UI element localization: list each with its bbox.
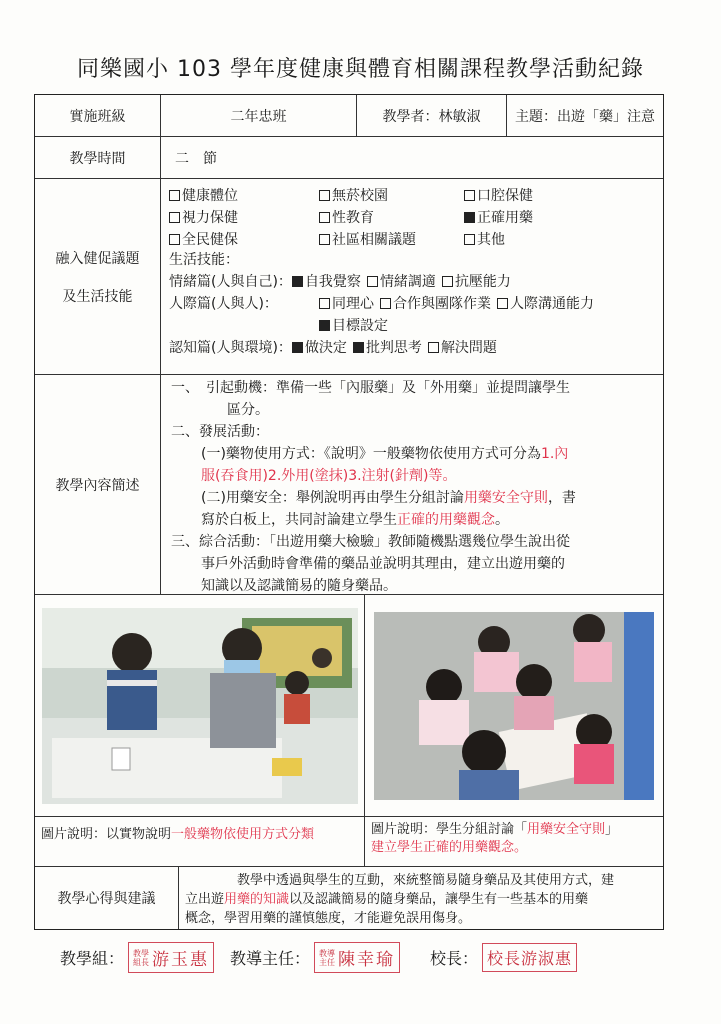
reflection-l3: 概念，學習用藥的謹慎態度，才能避免誤用傷身。 (185, 911, 472, 926)
unchecked-checkbox-icon (319, 298, 330, 309)
caption-right-suffix: 」 (605, 822, 619, 837)
unchecked-checkbox-icon (442, 276, 453, 287)
p2-1-text: (一)藥物使用方式：《說明》一般藥物依使用方式可分為 (201, 446, 541, 462)
principal-stamp (482, 943, 577, 972)
issue-option (169, 229, 313, 249)
topic-field: 主題：出遊「藥」注意 (515, 108, 655, 125)
issues-row (35, 179, 663, 375)
class-value: 二年忠班 (161, 95, 357, 136)
content-body (161, 375, 663, 594)
issue-option (319, 229, 458, 249)
issue-option-label: 社區相關議題 (332, 232, 416, 248)
issue-option (169, 185, 313, 205)
caption-left-red: 一般藥物依使用方式分類 (171, 827, 315, 842)
issue-option (169, 207, 313, 227)
unchecked-checkbox-icon (169, 212, 180, 223)
reflection-body (179, 867, 663, 929)
team-stamp-small: 教學組長 (133, 948, 150, 967)
principal-label: 校長： (430, 949, 479, 968)
issue-option-label: 性教育 (332, 210, 374, 226)
content-p3: 三、綜合活動：「出遊用藥大檢驗」教師隨機點選幾位學生說出從 (171, 534, 570, 550)
unchecked-checkbox-icon (169, 190, 180, 201)
content-p2-2-cont (171, 509, 657, 531)
issue-options (169, 185, 663, 249)
p2-2-text: (二)用藥安全：舉例說明再由學生分組討論 (201, 490, 464, 506)
unchecked-checkbox-icon (464, 190, 475, 201)
issue-option-label: 其他 (477, 232, 505, 248)
unchecked-checkbox-icon (497, 298, 508, 309)
social-option (497, 296, 594, 312)
content-p2-1 (171, 443, 657, 465)
team-stamp (128, 942, 214, 973)
social-line (169, 293, 663, 315)
issue-option-label: 健康體位 (182, 188, 238, 204)
cognition-option (428, 340, 497, 356)
life-skills-heading: 生活技能： (169, 252, 239, 268)
reflection-l2-text: 立出遊 (185, 892, 225, 907)
issue-option-label: 全民健保 (182, 232, 238, 248)
issues-label (35, 179, 161, 374)
group-discussion-photo (374, 612, 654, 800)
cognition-option (292, 340, 347, 356)
unchecked-checkbox-icon (169, 234, 180, 245)
checked-checkbox-icon (319, 320, 330, 331)
p2-2-text3: 寫於白板上，共同討論建立學生 (201, 512, 397, 528)
checked-checkbox-icon (292, 342, 303, 353)
issue-option (464, 185, 608, 205)
p2-2-text4: 。 (495, 512, 509, 528)
issue-option-label: 口腔保健 (477, 188, 533, 204)
document-title: 同樂國小 103 學年度健康與體育相關課程教學活動紀錄 (77, 57, 644, 82)
signature-footer (60, 942, 680, 973)
cognition-option (353, 340, 422, 356)
content-row (35, 375, 663, 595)
checked-checkbox-icon (292, 276, 303, 287)
reflection-row (35, 867, 663, 929)
content-p2: 二、發展活動： (171, 424, 269, 440)
content-p2-1-cont: 服(吞食用)2.外用(塗抹)3.注射(針劑)等。 (201, 468, 457, 484)
social-goal-option (319, 318, 388, 334)
social-option (319, 296, 374, 312)
content-label: 教學內容簡述 (35, 375, 161, 594)
emotion-line (169, 271, 663, 293)
emotion-label: 情緒篇(人與自己)： (169, 274, 292, 290)
team-label: 教學組： (60, 949, 125, 968)
record-table (34, 94, 664, 930)
issue-option (319, 185, 458, 205)
caption-right-red2: 建立學生正確的用藥觀念。 (371, 840, 528, 855)
reflection-l2 (185, 890, 659, 909)
cognition-label: 認知篇(人與環境)： (169, 340, 292, 356)
caption-right-text: 圖片說明：學生分組討論「 (371, 822, 528, 837)
issues-content (161, 179, 663, 374)
unchecked-checkbox-icon (367, 276, 378, 287)
unchecked-checkbox-icon (319, 234, 330, 245)
content-p3-cont2: 知識以及認識簡易的隨身藥品。 (201, 578, 397, 594)
cognition-option-label: 做決定 (304, 340, 347, 356)
reflection-label: 教學心得與建議 (35, 867, 179, 929)
issues-label-line1: 融入健促議題 (55, 250, 140, 267)
reflection-l1: 教學中透過與學生的互動，來統整簡易隨身藥品及其使用方式，建 (237, 873, 615, 888)
issue-option-label: 正確用藥 (477, 210, 533, 226)
cognition-option-label: 解決問題 (440, 340, 497, 356)
director-stamp-name: 陳幸瑜 (338, 950, 396, 970)
p2-2-red: 用藥安全守則 (463, 490, 548, 506)
issue-option-label: 視力保健 (182, 210, 238, 226)
social-label: 人際篇(人與人)： (169, 296, 278, 312)
emotion-option (292, 274, 361, 290)
content-p1: 一、 引起動機：準備一些「內服藥」及「外用藥」並提問讓學生 (171, 380, 570, 396)
p2-1-red: 1.內 (540, 446, 569, 462)
caption-left (35, 817, 365, 866)
content-p3-cont: 事戶外活動時會準備的藥品並說明其理由，建立出遊用藥的 (201, 556, 565, 572)
photos-row (35, 595, 663, 817)
captions-row (35, 817, 663, 867)
p2-2-text2: ，書 (547, 490, 576, 506)
issues-label-line2: 及生活技能 (62, 288, 133, 305)
content-p1-cont: 區分。 (227, 402, 269, 418)
unchecked-checkbox-icon (380, 298, 391, 309)
teacher-field: 教學者：林敏淑 (357, 95, 507, 136)
caption-right (365, 817, 663, 866)
checked-checkbox-icon (464, 212, 475, 223)
classroom-photo (42, 608, 358, 804)
time-value: 二 節 (175, 150, 217, 167)
unchecked-checkbox-icon (319, 190, 330, 201)
team-stamp-name: 游玉惠 (152, 950, 210, 970)
social-option-label: 同理心 (332, 296, 374, 312)
emotion-option-label: 抗壓能力 (454, 274, 511, 290)
emotion-option (367, 274, 436, 290)
time-label: 教學時間 (35, 137, 161, 178)
social-option-label: 合作與團隊作業 (393, 296, 491, 312)
emotion-option-label: 情緒調適 (379, 274, 436, 290)
social-line2 (169, 315, 663, 337)
unchecked-checkbox-icon (319, 212, 330, 223)
cognition-option-label: 批判思考 (365, 340, 422, 356)
checked-checkbox-icon (353, 342, 364, 353)
director-label: 教導主任： (230, 949, 311, 968)
issue-option-label: 無菸校園 (332, 188, 388, 204)
class-row (35, 95, 663, 137)
emotion-option (442, 274, 511, 290)
caption-left-text: 圖片說明：以實物說明 (41, 827, 172, 842)
principal-stamp-text: 校長游淑惠 (487, 949, 573, 968)
reflection-l2-text2: 以及認識簡易的隨身藥品，讓學生有一些基本的用藥 (289, 892, 589, 907)
cognition-line (169, 337, 663, 359)
issue-option (464, 229, 608, 249)
unchecked-checkbox-icon (464, 234, 475, 245)
social-goal-option-label: 目標設定 (332, 318, 388, 334)
caption-right-red: 用藥安全守則 (527, 822, 606, 837)
emotion-option-label: 自我覺察 (304, 274, 361, 290)
issue-option (464, 207, 608, 227)
social-option-label: 人際溝通能力 (510, 296, 594, 312)
social-option (380, 296, 491, 312)
unchecked-checkbox-icon (428, 342, 439, 353)
issue-option (319, 207, 458, 227)
content-p2-2 (171, 487, 657, 509)
p2-2-red2: 正確的用藥觀念 (397, 512, 495, 528)
reflection-l2-red: 用藥的知識 (224, 892, 290, 907)
director-stamp-small: 教導主任 (319, 948, 336, 967)
time-row (35, 137, 663, 179)
director-stamp (314, 942, 400, 973)
class-label: 實施班級 (35, 95, 161, 136)
photo-right-cell (365, 595, 663, 816)
photo-left-cell (35, 595, 365, 816)
